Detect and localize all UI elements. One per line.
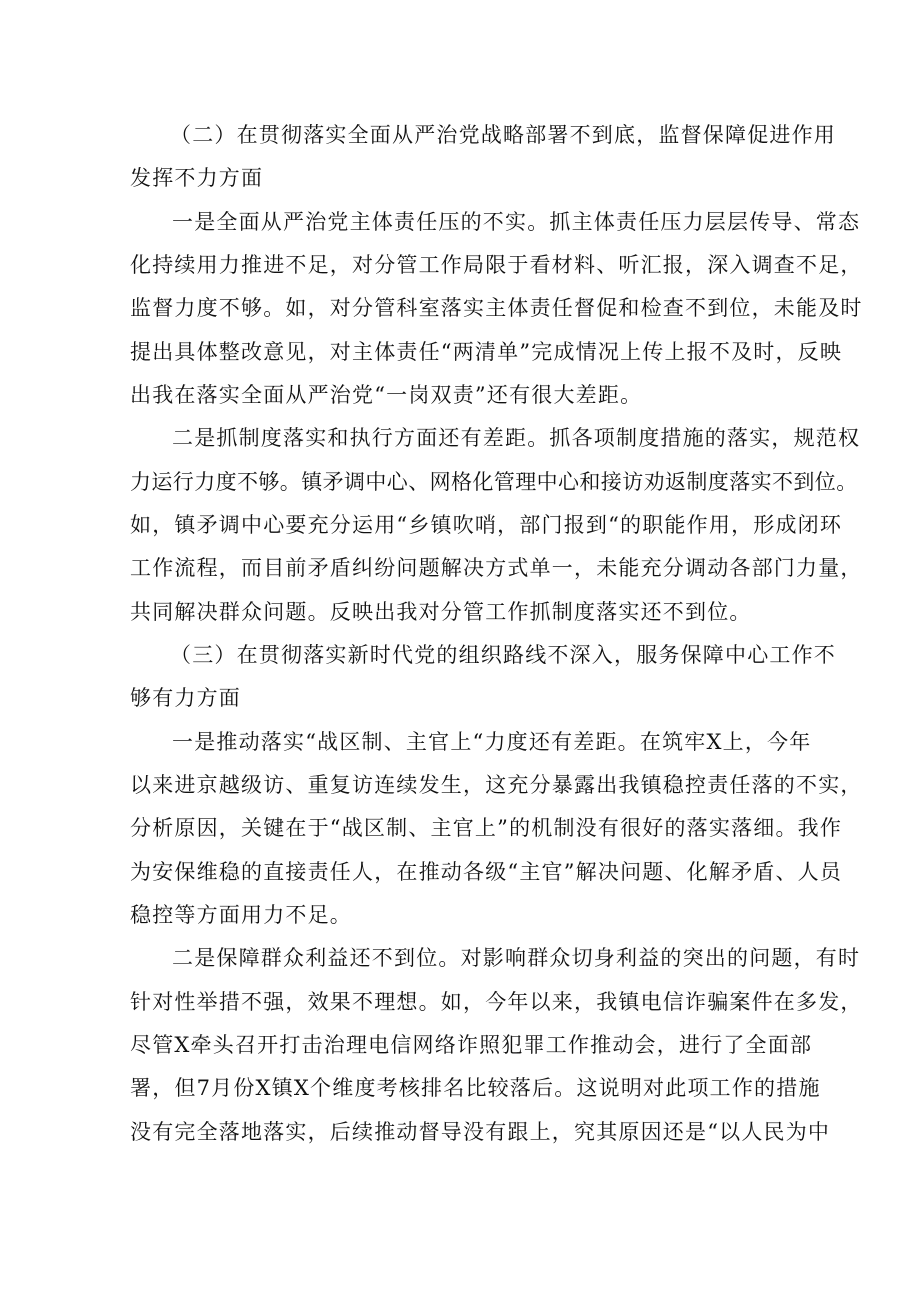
paragraph-line: 力运行力度不够。镇矛调中心、网格化管理中心和接访劝返制度落实不到位。	[130, 470, 858, 494]
paragraph-line: 二是抓制度落实和执行方面还有差距。抓各项制度措施的落实，规范权	[172, 426, 861, 450]
paragraph-line: 一是全面从严治党主体责任压的不实。抓主体责任压力层层传导、常态	[172, 210, 861, 234]
paragraph-line: 稳控等方面用力不足。	[130, 903, 352, 927]
paragraph-line: 监督力度不够。如，对分管科室落实主体责任督促和检查不到位，未能及时	[130, 296, 863, 320]
paragraph-line: 署，但7月份X镇X个维度考核排名比较落后。这说明对此项工作的措施	[130, 1076, 821, 1100]
paragraph-line: 一是推动落实“战区制、主官上“力度还有差距。在筑牢X上，今年	[172, 730, 812, 754]
paragraph-line: 针对性举措不强，效果不理想。如，今年以来，我镇电信诈骗案件在多发，	[130, 990, 863, 1014]
section-heading-3-line-1: （三）在贯彻落实新时代党的组织路线不深入，服务保障中心工作不	[170, 643, 836, 667]
paragraph-line: 尽管X牵头召开打击治理电信网络诈照犯罪工作推动会，进行了全面部	[130, 1033, 813, 1057]
paragraph-line: 以来进京越级访、重复访连续发生，这充分暴露出我镇稳控责任落的不实，	[130, 773, 863, 797]
section-heading-2-line-1: （二）在贯彻落实全面从严治党战略部署不到底，监督保障促进作用	[170, 123, 836, 147]
paragraph-line: 没有完全落地落实，后续推动督导没有跟上，究其原因还是“以人民为中	[130, 1120, 831, 1144]
paragraph-line: 为安保维稳的直接责任人，在推动各级“主官”解决问题、化解矛盾、人员	[130, 860, 843, 884]
paragraph-line: 分析原因，关键在于“战区制、主官上”的机制没有很好的落实落细。我作	[130, 816, 843, 840]
paragraph-line: 二是保障群众利益还不到位。对影响群众切身利益的突出的问题，有时	[172, 946, 861, 970]
section-heading-3-line-2: 够有力方面	[130, 686, 241, 710]
paragraph-line: 提出具体整改意见，对主体责任“两清单”完成情况上传上报不及时，反映	[130, 340, 843, 364]
paragraph-line: 工作流程，而目前矛盾纠纷问题解决方式单一，未能充分调动各部门力量，	[130, 556, 863, 580]
paragraph-line: 如，镇矛调中心要充分运用“乡镇吹哨，部门报到“的职能作用，形成闭环	[130, 513, 843, 537]
paragraph-line: 共同解决群众问题。反映出我对分管工作抓制度落实还不到位。	[130, 600, 752, 624]
section-heading-2-line-2: 发挥不力方面	[130, 166, 264, 190]
paragraph-line: 出我在落实全面从严治党“一岗双责”还有很大差距。	[130, 383, 643, 407]
paragraph-line: 化持续用力推进不足，对分管工作局限于看材料、听汇报，深入调查不足，	[130, 253, 863, 277]
